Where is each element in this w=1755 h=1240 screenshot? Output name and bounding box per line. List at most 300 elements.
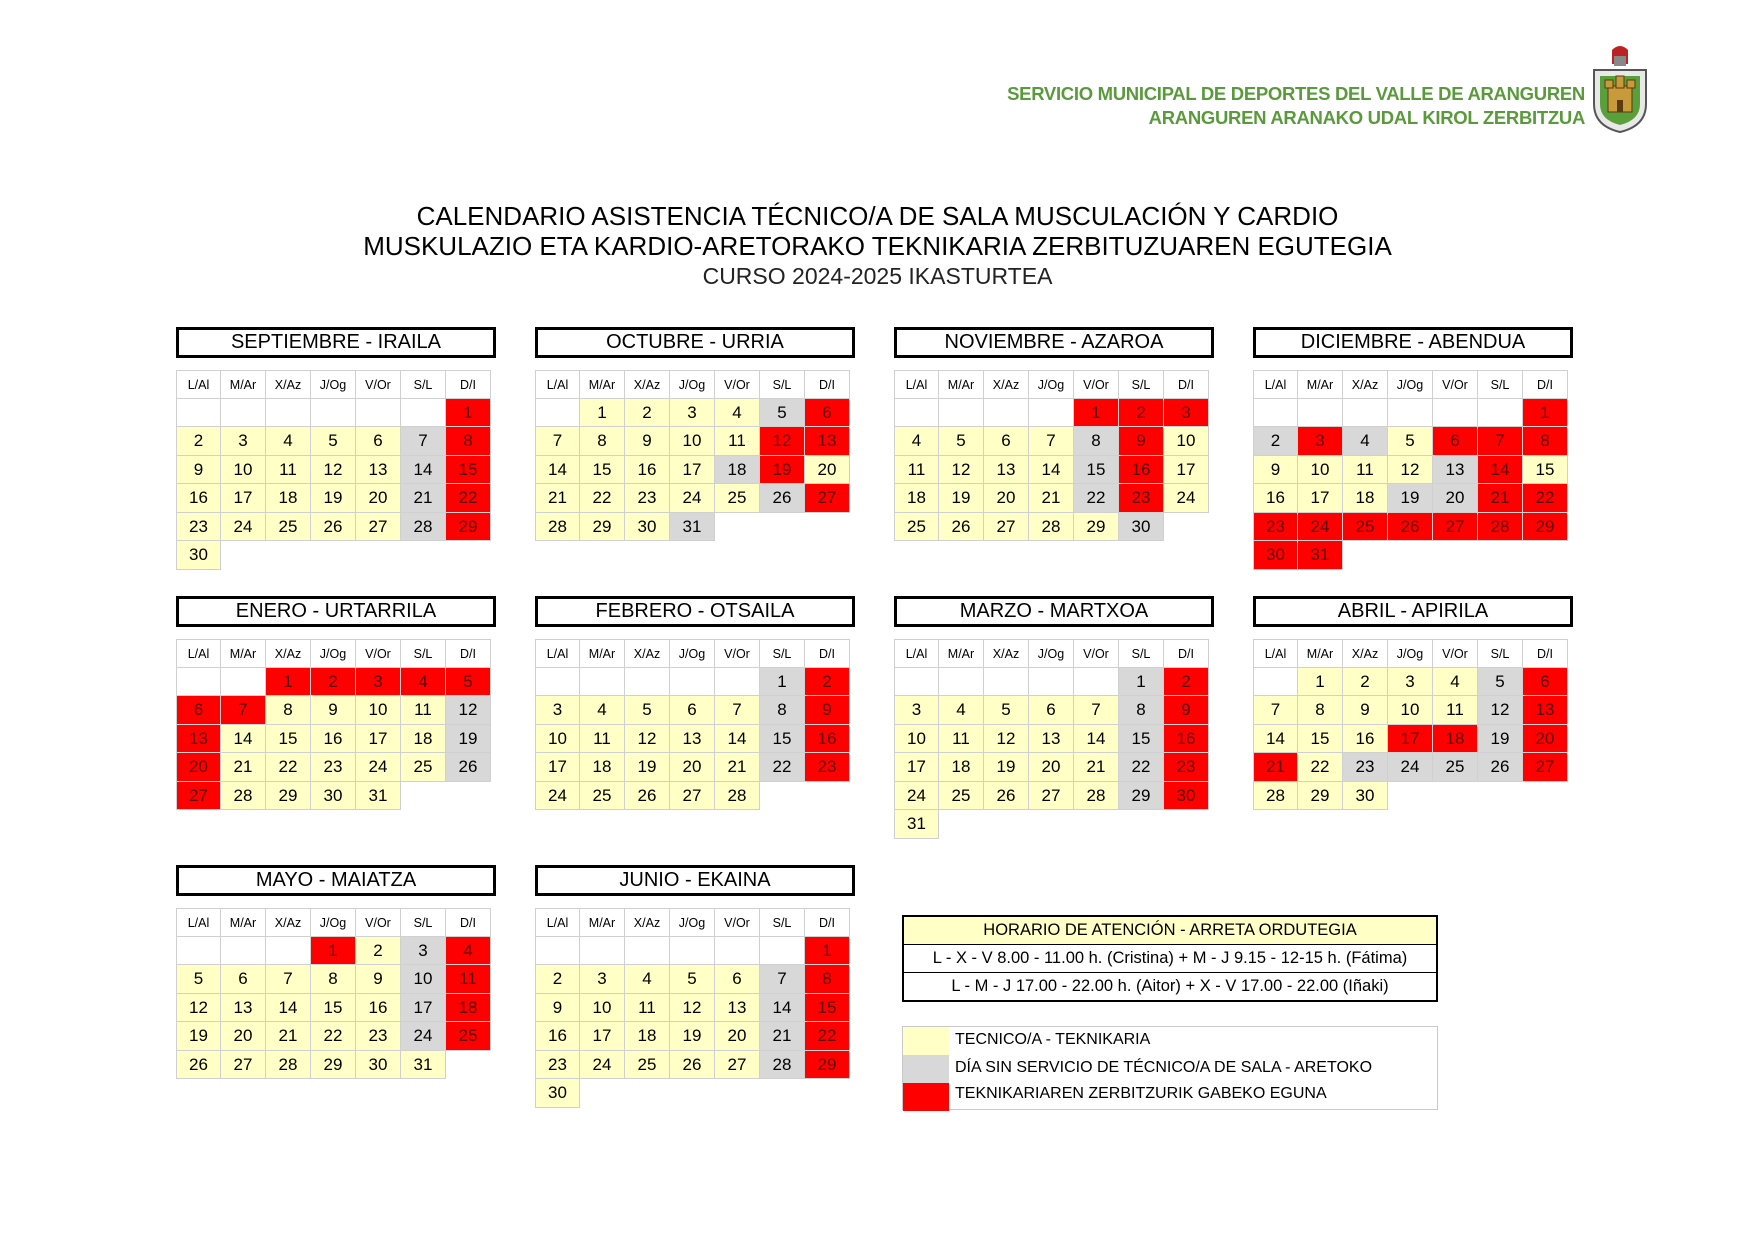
- day-cell: 5: [984, 696, 1029, 725]
- day-cell: 7: [715, 696, 760, 725]
- day-cell: 3: [1164, 399, 1209, 428]
- day-cell: 20: [984, 484, 1029, 513]
- day-cell: 8: [1298, 696, 1343, 725]
- weekday-header: J/Og: [670, 370, 715, 399]
- weekday-header: J/Og: [1388, 639, 1433, 668]
- day-cell: 23: [1164, 753, 1209, 782]
- day-cell: 11: [266, 456, 311, 485]
- day-cell: 17: [580, 1022, 625, 1051]
- day-cell: 29: [580, 513, 625, 542]
- day-cell: 23: [1253, 513, 1298, 542]
- weekday-header: X/Az: [266, 639, 311, 668]
- month-title: ABRIL - APIRILA: [1253, 596, 1573, 627]
- day-cell: 16: [1253, 484, 1298, 513]
- day-cell: 31: [356, 782, 401, 811]
- month-grid: [535, 639, 850, 810]
- day-cell: 2: [625, 399, 670, 428]
- day-cell: 20: [670, 753, 715, 782]
- day-cell: 15: [1523, 456, 1568, 485]
- day-cell: 14: [1074, 725, 1119, 754]
- month-grid: [894, 639, 1209, 839]
- weekday-header: M/Ar: [1298, 370, 1343, 399]
- day-cell: 10: [1388, 696, 1433, 725]
- day-cell: 2: [1119, 399, 1164, 428]
- day-cell: 15: [1074, 456, 1119, 485]
- month-title: MAYO - MAIATZA: [176, 865, 496, 896]
- day-cell: 21: [715, 753, 760, 782]
- day-cell: 10: [356, 696, 401, 725]
- day-cell: 2: [176, 427, 221, 456]
- day-cell: 25: [715, 484, 760, 513]
- month-title: DICIEMBRE - ABENDUA: [1253, 327, 1573, 358]
- title-spanish: CALENDARIO ASISTENCIA TÉCNICO/A DE SALA MUSCULACIÓN Y CARDIO: [416, 201, 1339, 231]
- weekday-header: D/I: [1164, 370, 1209, 399]
- day-cell: 23: [311, 753, 356, 782]
- day-cell: 17: [1164, 456, 1209, 485]
- day-cell: 21: [266, 1022, 311, 1051]
- day-cell: 28: [1074, 782, 1119, 811]
- day-cell: 3: [894, 696, 939, 725]
- day-cell: 16: [805, 725, 850, 754]
- day-cell: 21: [1253, 753, 1298, 782]
- day-cell: 26: [1478, 753, 1523, 782]
- opening-hours-row-2: L - M - J 17.00 - 22.00 h. (Aitor) + X - V 17.00 - 22.00 (Iñaki): [951, 977, 1389, 995]
- day-cell: 12: [1388, 456, 1433, 485]
- weekday-header: S/L: [401, 639, 446, 668]
- day-cell: 4: [401, 668, 446, 697]
- day-cell: 30: [311, 782, 356, 811]
- month-grid: [176, 370, 491, 570]
- day-cell: 26: [1388, 513, 1433, 542]
- weekday-header: S/L: [401, 908, 446, 937]
- empty-cell: [221, 668, 266, 697]
- weekday-header: V/Or: [715, 908, 760, 937]
- day-cell: 22: [580, 484, 625, 513]
- weekday-header: V/Or: [715, 370, 760, 399]
- day-cell: 16: [625, 456, 670, 485]
- weekday-header: J/Og: [311, 370, 356, 399]
- day-cell: 24: [894, 782, 939, 811]
- weekday-header: L/Al: [894, 370, 939, 399]
- day-cell: 3: [1388, 668, 1433, 697]
- weekday-header: S/L: [401, 370, 446, 399]
- day-cell: 28: [535, 513, 580, 542]
- day-cell: 6: [1433, 427, 1478, 456]
- day-cell: 14: [760, 994, 805, 1023]
- day-cell: 13: [176, 725, 221, 754]
- day-cell: 24: [401, 1022, 446, 1051]
- empty-cell: [176, 937, 221, 966]
- day-cell: 24: [1298, 513, 1343, 542]
- day-cell: 4: [715, 399, 760, 428]
- day-cell: 19: [1478, 725, 1523, 754]
- day-cell: 14: [1253, 725, 1298, 754]
- day-cell: 3: [535, 696, 580, 725]
- day-cell: 27: [1523, 753, 1568, 782]
- day-cell: 31: [894, 810, 939, 839]
- day-cell: 16: [535, 1022, 580, 1051]
- day-cell: 2: [1343, 668, 1388, 697]
- coat-of-arms-icon: [1590, 42, 1650, 134]
- weekday-header: X/Az: [1343, 370, 1388, 399]
- day-cell: 22: [446, 484, 491, 513]
- day-cell: 22: [1523, 484, 1568, 513]
- weekday-header: L/Al: [176, 639, 221, 668]
- day-cell: 5: [311, 427, 356, 456]
- day-cell: 21: [221, 753, 266, 782]
- empty-cell: [1029, 668, 1074, 697]
- empty-cell: [1029, 399, 1074, 428]
- day-cell: 5: [446, 668, 491, 697]
- day-cell: 8: [1074, 427, 1119, 456]
- day-cell: 9: [805, 696, 850, 725]
- day-cell: 28: [221, 782, 266, 811]
- day-cell: 13: [715, 994, 760, 1023]
- day-cell: 27: [715, 1051, 760, 1080]
- day-cell: 14: [535, 456, 580, 485]
- day-cell: 7: [401, 427, 446, 456]
- month-title: JUNIO - EKAINA: [535, 865, 855, 896]
- day-cell: 25: [401, 753, 446, 782]
- weekday-header: V/Or: [1074, 639, 1119, 668]
- weekday-header: J/Og: [311, 908, 356, 937]
- day-cell: 3: [670, 399, 715, 428]
- day-cell: 1: [580, 399, 625, 428]
- weekday-header: L/Al: [535, 908, 580, 937]
- day-cell: 19: [760, 456, 805, 485]
- day-cell: 5: [939, 427, 984, 456]
- day-cell: 26: [176, 1051, 221, 1080]
- day-cell: 3: [1298, 427, 1343, 456]
- month-calendar: [176, 865, 496, 1079]
- opening-hours-title: HORARIO DE ATENCIÓN - ARRETA ORDUTEGIA: [904, 917, 1436, 945]
- month-grid: [894, 370, 1209, 541]
- empty-cell: [670, 937, 715, 966]
- day-cell: 29: [1074, 513, 1119, 542]
- day-cell: 12: [939, 456, 984, 485]
- day-cell: 8: [580, 427, 625, 456]
- empty-cell: [760, 937, 805, 966]
- month-title: MARZO - MARTXOA: [894, 596, 1214, 627]
- day-cell: 6: [176, 696, 221, 725]
- empty-cell: [580, 937, 625, 966]
- day-cell: 5: [1388, 427, 1433, 456]
- day-cell: 18: [1343, 484, 1388, 513]
- day-cell: 10: [1164, 427, 1209, 456]
- empty-cell: [625, 937, 670, 966]
- empty-cell: [221, 399, 266, 428]
- day-cell: 20: [176, 753, 221, 782]
- day-cell: 7: [221, 696, 266, 725]
- weekday-header: L/Al: [1253, 639, 1298, 668]
- day-cell: 30: [1119, 513, 1164, 542]
- day-cell: 3: [221, 427, 266, 456]
- day-cell: 6: [356, 427, 401, 456]
- empty-cell: [1388, 399, 1433, 428]
- day-cell: 11: [939, 725, 984, 754]
- day-cell: 4: [894, 427, 939, 456]
- day-cell: 9: [311, 696, 356, 725]
- empty-cell: [1253, 399, 1298, 428]
- empty-cell: [670, 668, 715, 697]
- empty-cell: [1298, 399, 1343, 428]
- day-cell: 26: [939, 513, 984, 542]
- day-cell: 18: [894, 484, 939, 513]
- day-cell: 1: [446, 399, 491, 428]
- empty-cell: [1343, 399, 1388, 428]
- empty-cell: [1433, 399, 1478, 428]
- day-cell: 7: [1029, 427, 1074, 456]
- day-cell: 18: [401, 725, 446, 754]
- day-cell: 22: [760, 753, 805, 782]
- day-cell: 30: [625, 513, 670, 542]
- weekday-header: X/Az: [625, 370, 670, 399]
- weekday-header: M/Ar: [221, 908, 266, 937]
- day-cell: 23: [805, 753, 850, 782]
- day-cell: 7: [1074, 696, 1119, 725]
- weekday-header: S/L: [1119, 370, 1164, 399]
- day-cell: 4: [446, 937, 491, 966]
- day-cell: 9: [1119, 427, 1164, 456]
- day-cell: 11: [715, 427, 760, 456]
- day-cell: 13: [805, 427, 850, 456]
- day-cell: 27: [1433, 513, 1478, 542]
- day-cell: 28: [715, 782, 760, 811]
- day-cell: 5: [1478, 668, 1523, 697]
- day-cell: 25: [580, 782, 625, 811]
- day-cell: 13: [221, 994, 266, 1023]
- weekday-header: D/I: [805, 370, 850, 399]
- empty-cell: [266, 399, 311, 428]
- day-cell: 10: [670, 427, 715, 456]
- day-cell: 23: [535, 1051, 580, 1080]
- day-cell: 23: [1119, 484, 1164, 513]
- day-cell: 14: [1478, 456, 1523, 485]
- day-cell: 25: [446, 1022, 491, 1051]
- day-cell: 1: [760, 668, 805, 697]
- weekday-header: J/Og: [311, 639, 356, 668]
- day-cell: 18: [939, 753, 984, 782]
- month-grid: [176, 908, 491, 1079]
- legend-swatch-festivo: [903, 1083, 949, 1111]
- weekday-header: D/I: [1523, 639, 1568, 668]
- weekday-header: D/I: [446, 370, 491, 399]
- day-cell: 13: [1433, 456, 1478, 485]
- weekday-header: L/Al: [894, 639, 939, 668]
- day-cell: 9: [356, 965, 401, 994]
- day-cell: 15: [1119, 725, 1164, 754]
- day-cell: 22: [1074, 484, 1119, 513]
- weekday-header: J/Og: [1388, 370, 1433, 399]
- weekday-header: J/Og: [670, 639, 715, 668]
- day-cell: 26: [670, 1051, 715, 1080]
- day-cell: 18: [266, 484, 311, 513]
- day-cell: 7: [266, 965, 311, 994]
- month-calendar: [894, 596, 1214, 839]
- day-cell: 10: [535, 725, 580, 754]
- day-cell: 14: [1029, 456, 1074, 485]
- month-grid: [176, 639, 491, 810]
- day-cell: 10: [1298, 456, 1343, 485]
- day-cell: 6: [984, 427, 1029, 456]
- day-cell: 17: [1298, 484, 1343, 513]
- day-cell: 8: [1119, 696, 1164, 725]
- empty-cell: [401, 399, 446, 428]
- day-cell: 29: [1119, 782, 1164, 811]
- day-cell: 17: [535, 753, 580, 782]
- month-calendar: [1253, 596, 1573, 810]
- day-cell: 22: [805, 1022, 850, 1051]
- empty-cell: [625, 668, 670, 697]
- day-cell: 27: [984, 513, 1029, 542]
- day-cell: 28: [1029, 513, 1074, 542]
- day-cell: 12: [760, 427, 805, 456]
- weekday-header: V/Or: [356, 908, 401, 937]
- month-title: ENERO - URTARRILA: [176, 596, 496, 627]
- day-cell: 29: [446, 513, 491, 542]
- day-cell: 23: [356, 1022, 401, 1051]
- day-cell: 19: [670, 1022, 715, 1051]
- day-cell: 22: [1119, 753, 1164, 782]
- day-cell: 1: [1523, 399, 1568, 428]
- day-cell: 12: [311, 456, 356, 485]
- empty-cell: [266, 937, 311, 966]
- day-cell: 10: [221, 456, 266, 485]
- day-cell: 27: [356, 513, 401, 542]
- day-cell: 22: [311, 1022, 356, 1051]
- legend-label-sin-servicio: DÍA SIN SERVICIO DE TÉCNICO/A DE SALA - ARETOKO: [955, 1059, 1373, 1076]
- day-cell: 24: [670, 484, 715, 513]
- day-cell: 19: [984, 753, 1029, 782]
- empty-cell: [715, 668, 760, 697]
- day-cell: 8: [311, 965, 356, 994]
- empty-cell: [984, 668, 1029, 697]
- weekday-header: M/Ar: [580, 908, 625, 937]
- day-cell: 16: [176, 484, 221, 513]
- day-cell: 15: [311, 994, 356, 1023]
- header-line-2: ARANGUREN ARANAKO UDAL KIROL ZERBITZUA: [1148, 107, 1585, 128]
- weekday-header: J/Og: [1029, 639, 1074, 668]
- weekday-header: V/Or: [1433, 370, 1478, 399]
- day-cell: 8: [805, 965, 850, 994]
- day-cell: 6: [1523, 668, 1568, 697]
- day-cell: 13: [1029, 725, 1074, 754]
- day-cell: 10: [894, 725, 939, 754]
- day-cell: 24: [580, 1051, 625, 1080]
- weekday-header: M/Ar: [1298, 639, 1343, 668]
- day-cell: 20: [805, 456, 850, 485]
- weekday-header: D/I: [1523, 370, 1568, 399]
- day-cell: 16: [1164, 725, 1209, 754]
- day-cell: 4: [939, 696, 984, 725]
- day-cell: 29: [805, 1051, 850, 1080]
- day-cell: 12: [446, 696, 491, 725]
- day-cell: 21: [1478, 484, 1523, 513]
- weekday-header: M/Ar: [939, 639, 984, 668]
- weekday-header: L/Al: [1253, 370, 1298, 399]
- day-cell: 24: [535, 782, 580, 811]
- opening-hours-row-1: L - X - V 8.00 - 11.00 h. (Cristina) + M - J 9.15 - 12-15 h. (Fátima): [904, 945, 1436, 973]
- day-cell: 16: [311, 725, 356, 754]
- day-cell: 15: [266, 725, 311, 754]
- day-cell: 11: [1433, 696, 1478, 725]
- day-cell: 9: [1253, 456, 1298, 485]
- day-cell: 15: [805, 994, 850, 1023]
- header-line-1: SERVICIO MUNICIPAL DE DEPORTES DEL VALLE DE ARANGUREN: [1007, 83, 1585, 104]
- day-cell: 29: [1523, 513, 1568, 542]
- day-cell: 26: [984, 782, 1029, 811]
- day-cell: 6: [670, 696, 715, 725]
- day-cell: 16: [1343, 725, 1388, 754]
- weekday-header: J/Og: [1029, 370, 1074, 399]
- day-cell: 3: [580, 965, 625, 994]
- day-cell: 30: [1343, 782, 1388, 811]
- day-cell: 19: [939, 484, 984, 513]
- day-cell: 17: [894, 753, 939, 782]
- month-calendar: [176, 327, 496, 570]
- day-cell: 14: [401, 456, 446, 485]
- day-cell: 4: [266, 427, 311, 456]
- weekday-header: D/I: [805, 639, 850, 668]
- day-cell: 24: [356, 753, 401, 782]
- day-cell: 4: [580, 696, 625, 725]
- day-cell: 17: [670, 456, 715, 485]
- day-cell: 25: [894, 513, 939, 542]
- day-cell: 29: [311, 1051, 356, 1080]
- empty-cell: [715, 937, 760, 966]
- document-titles: [0, 201, 1755, 291]
- day-cell: 13: [356, 456, 401, 485]
- day-cell: 30: [1164, 782, 1209, 811]
- day-cell: 6: [805, 399, 850, 428]
- day-cell: 26: [446, 753, 491, 782]
- day-cell: 20: [1029, 753, 1074, 782]
- weekday-header: X/Az: [625, 908, 670, 937]
- day-cell: 7: [760, 965, 805, 994]
- day-cell: 21: [1074, 753, 1119, 782]
- day-cell: 8: [446, 427, 491, 456]
- day-cell: 5: [176, 965, 221, 994]
- weekday-header: S/L: [1478, 639, 1523, 668]
- day-cell: 12: [670, 994, 715, 1023]
- day-cell: 4: [1343, 427, 1388, 456]
- day-cell: 26: [625, 782, 670, 811]
- day-cell: 1: [311, 937, 356, 966]
- day-cell: 2: [1253, 427, 1298, 456]
- weekday-header: S/L: [760, 370, 805, 399]
- day-cell: 31: [1298, 541, 1343, 570]
- day-cell: 28: [760, 1051, 805, 1080]
- day-cell: 17: [401, 994, 446, 1023]
- month-calendar: [535, 596, 855, 810]
- weekday-header: M/Ar: [939, 370, 984, 399]
- empty-cell: [580, 668, 625, 697]
- weekday-header: V/Or: [356, 639, 401, 668]
- day-cell: 29: [266, 782, 311, 811]
- day-cell: 26: [760, 484, 805, 513]
- day-cell: 9: [535, 994, 580, 1023]
- empty-cell: [311, 399, 356, 428]
- day-cell: 19: [1388, 484, 1433, 513]
- month-grid: [1253, 639, 1568, 810]
- day-cell: 24: [1388, 753, 1433, 782]
- empty-cell: [535, 937, 580, 966]
- day-cell: 17: [221, 484, 266, 513]
- weekday-header: S/L: [1478, 370, 1523, 399]
- day-cell: 14: [266, 994, 311, 1023]
- day-cell: 1: [1074, 399, 1119, 428]
- month-title: OCTUBRE - URRIA: [535, 327, 855, 358]
